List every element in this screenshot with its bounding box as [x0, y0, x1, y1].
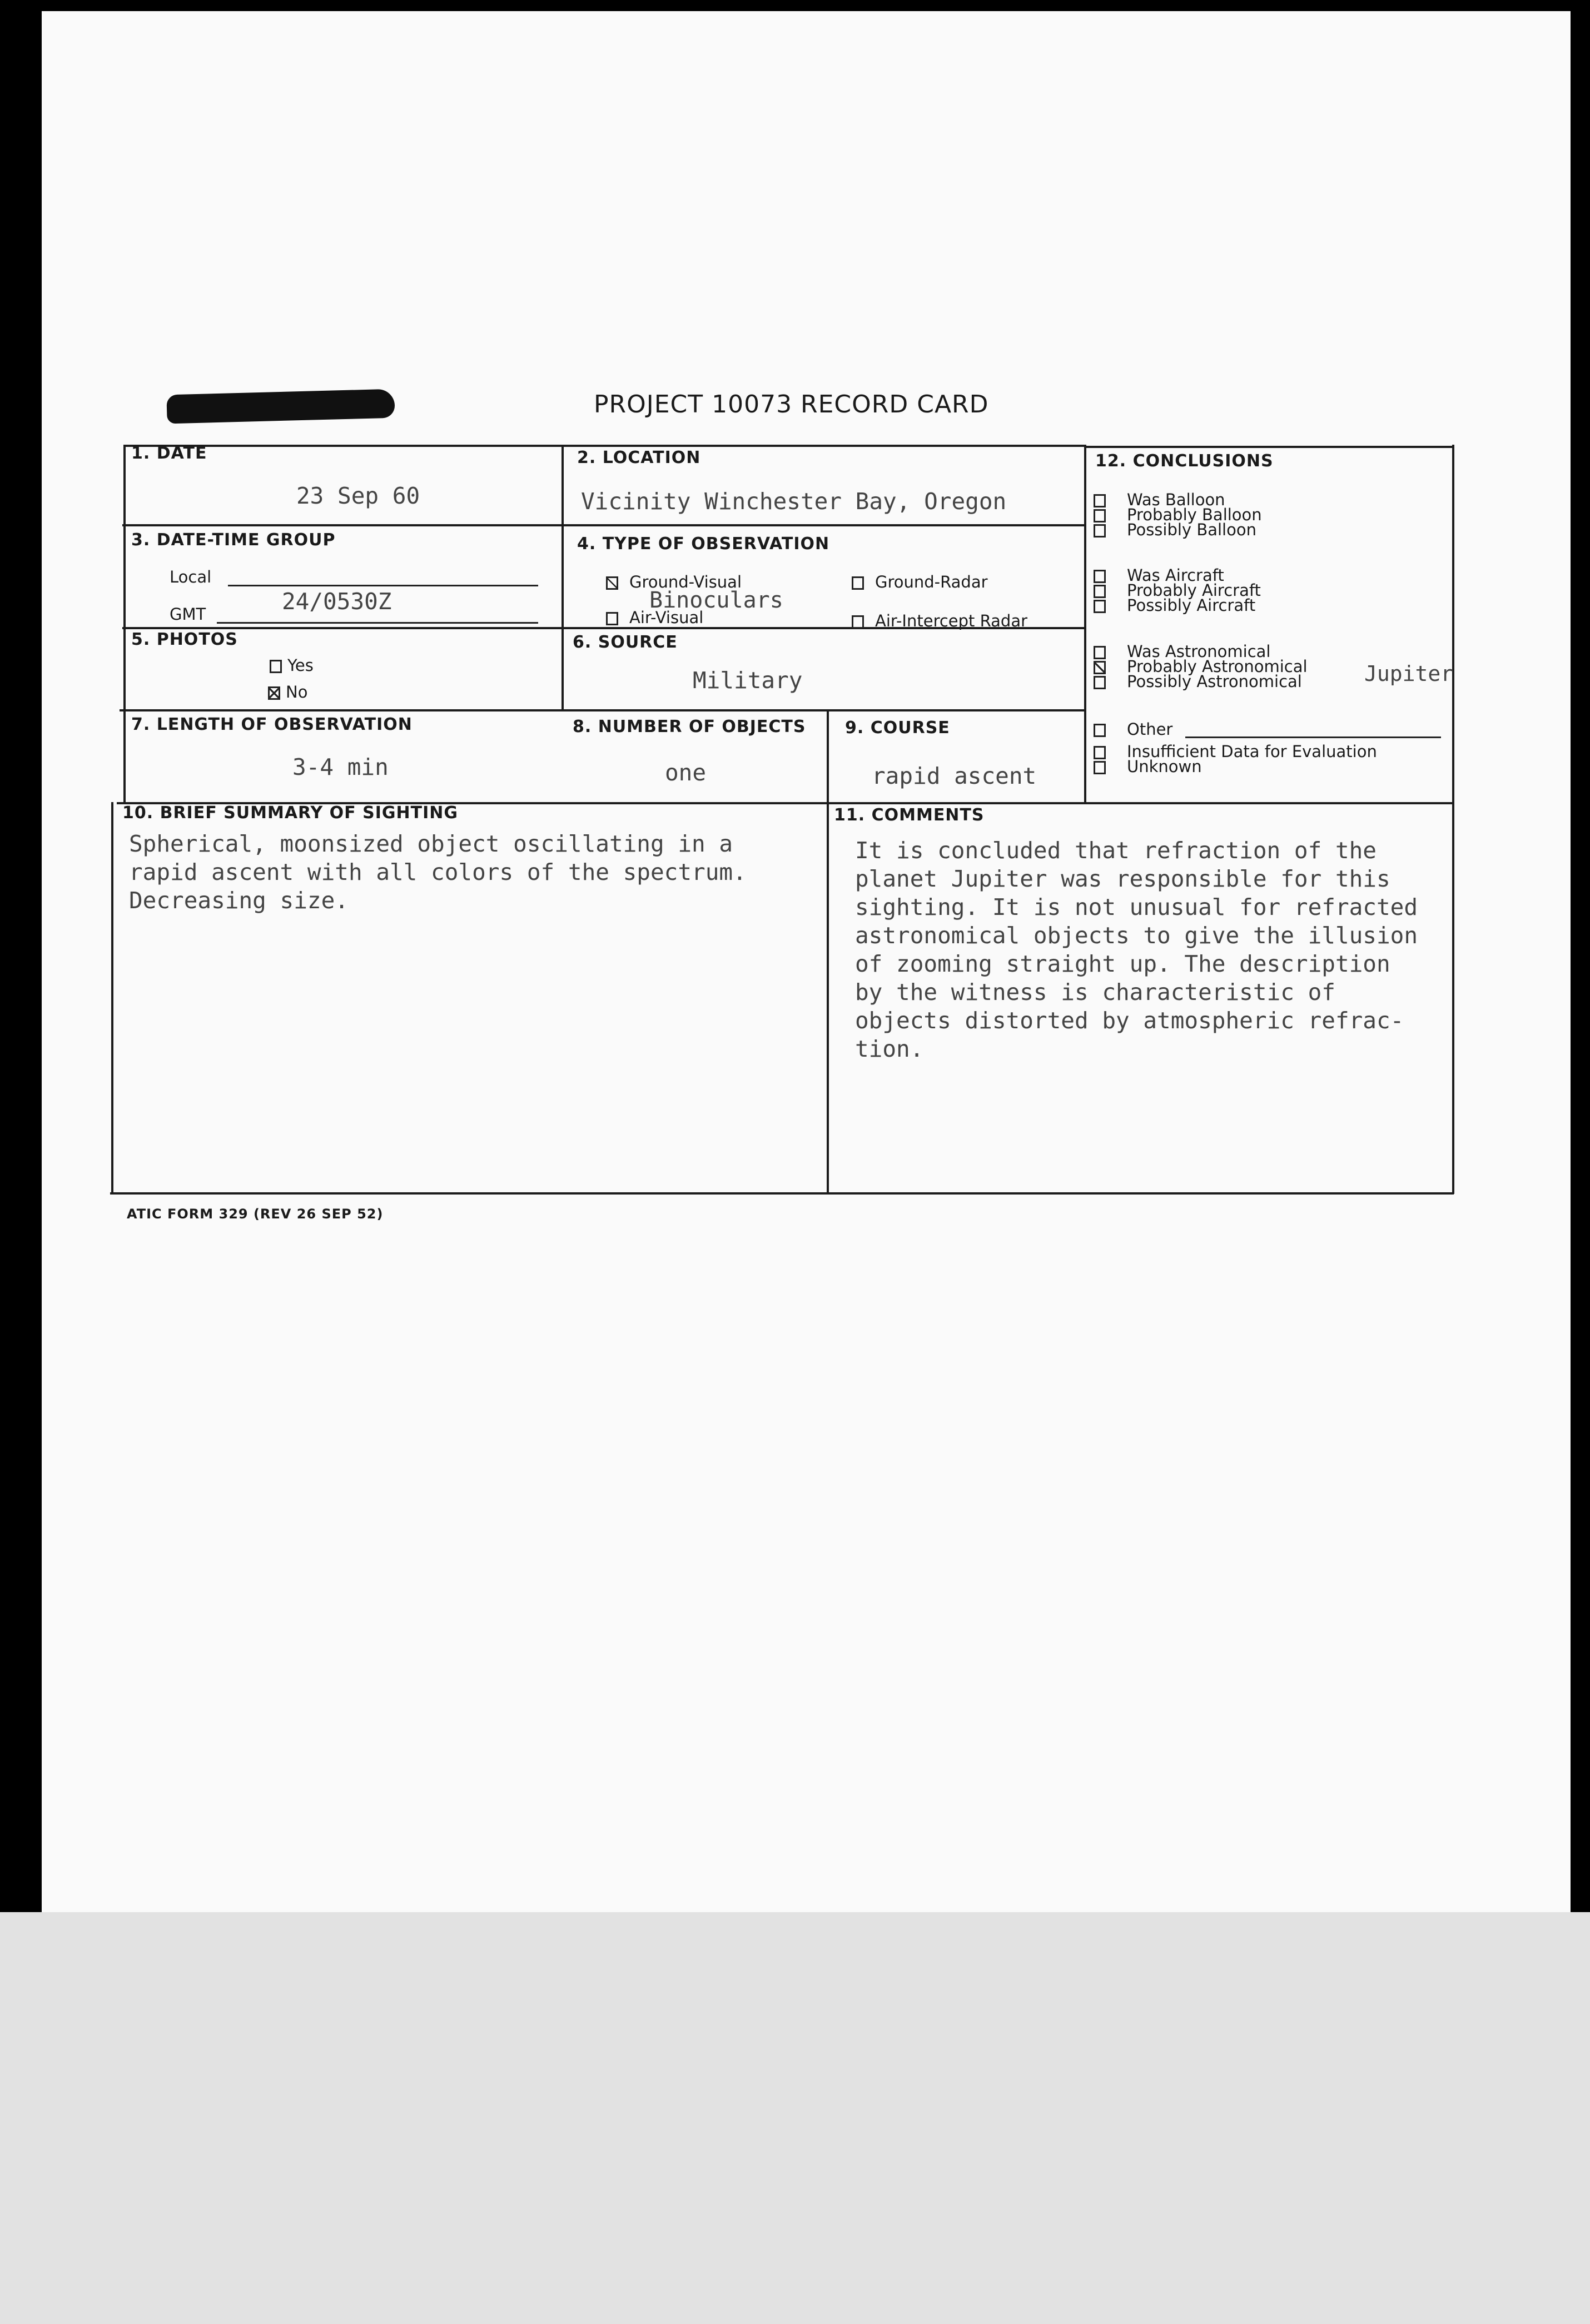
gmt-value: 24/0530Z — [282, 588, 392, 615]
conclusion-option — [1094, 757, 1202, 776]
grid-line — [110, 1192, 1454, 1195]
checkbox-icon — [606, 612, 618, 625]
form-id: ATIC FORM 329 (REV 26 SEP 52) — [127, 1206, 384, 1222]
photos-no-label: No — [286, 683, 308, 701]
checkbox-icon — [852, 576, 864, 590]
checkbox-icon — [1094, 761, 1106, 774]
option-air-intercept-radar — [852, 611, 1027, 630]
card-title: PROJECT 10073 RECORD CARD — [594, 390, 989, 419]
other-field-line — [1185, 736, 1441, 738]
checkbox-checked-icon — [606, 576, 618, 590]
redaction-mark — [166, 389, 395, 424]
source-value: Military — [693, 667, 803, 694]
lower-background — [0, 1912, 1590, 2324]
brief-summary-line: rapid ascent with all colors of the spectrum. — [129, 859, 747, 885]
photos-label: 5. PHOTOS — [131, 630, 238, 649]
conclusion-option-label: Was Astronomical — [1127, 642, 1271, 661]
comments-line: planet Jupiter was responsible for this — [855, 865, 1390, 892]
course-value: rapid ascent — [872, 763, 1037, 789]
length-of-observation-label: 7. LENGTH OF OBSERVATION — [131, 715, 413, 734]
number-of-objects-label: 8. NUMBER OF OBJECTS — [573, 717, 806, 736]
conclusion-option-label: Possibly Astronomical — [1127, 672, 1302, 691]
conclusion-option — [1094, 720, 1172, 739]
brief-summary-label: 10. BRIEF SUMMARY OF SIGHTING — [122, 803, 458, 823]
option-ground-visual-label: Ground-Visual — [629, 573, 742, 591]
local-label: Local — [170, 568, 212, 586]
brief-summary-text — [129, 830, 747, 915]
comments-line: It is concluded that refraction of the — [855, 837, 1377, 864]
conclusion-option-label: Probably Aircraft — [1127, 581, 1261, 600]
brief-summary-line: Spherical, moonsized object oscillating in a — [129, 830, 733, 857]
gmt-field-line — [217, 622, 538, 624]
option-air-intercept-radar-label: Air-Intercept Radar — [875, 611, 1028, 630]
comments-line: sighting. It is not unusual for refracted — [855, 894, 1418, 920]
checkbox-checked-icon — [268, 686, 280, 700]
checkbox-icon — [1094, 676, 1106, 689]
brief-summary-line: Decreasing size. — [129, 887, 349, 914]
photos-yes — [270, 656, 314, 675]
source-label: 6. SOURCE — [573, 633, 678, 652]
conclusion-option-label: Insufficient Data for Evaluation — [1127, 742, 1377, 761]
option-air-visual-label: Air-Visual — [629, 608, 704, 627]
grid-line — [827, 709, 829, 1193]
option-ground-radar — [852, 573, 988, 591]
option-ground-radar-label: Ground-Radar — [875, 573, 988, 591]
conclusions-label: 12. CONCLUSIONS — [1095, 451, 1274, 471]
conclusion-option-label: Was Balloon — [1127, 490, 1225, 509]
checkbox-icon — [270, 660, 282, 673]
comments-line: astronomical objects to give the illusion — [855, 922, 1418, 949]
gmt-label: GMT — [170, 605, 206, 624]
checkbox-icon — [852, 615, 864, 629]
course-label: 9. COURSE — [845, 718, 950, 738]
conclusion-annotation: Jupiter — [1364, 661, 1454, 686]
comments-line: by the witness is characteristic of — [855, 979, 1335, 1006]
conclusion-option-label: Possibly Balloon — [1127, 520, 1256, 539]
photos-yes-label: Yes — [287, 656, 314, 675]
grid-line — [122, 524, 1084, 526]
local-field-line — [228, 585, 538, 586]
comments-line: objects distorted by atmospheric refrac- — [855, 1007, 1404, 1034]
option-air-visual — [606, 608, 703, 627]
grid-line — [1086, 446, 1454, 448]
date-label: 1. DATE — [131, 444, 207, 463]
conclusion-option — [1094, 596, 1255, 615]
grid-line — [1452, 445, 1454, 1194]
grid-line — [111, 802, 113, 1194]
comments-line: of zooming straight up. The description — [855, 950, 1390, 977]
conclusion-option-label: Probably Balloon — [1127, 505, 1262, 524]
conclusion-option-label: Unknown — [1127, 757, 1202, 776]
checkbox-icon — [1094, 600, 1106, 613]
comments-text — [855, 837, 1418, 1063]
conclusion-option-label: Was Aircraft — [1127, 566, 1224, 585]
location-value: Vicinity Winchester Bay, Oregon — [581, 488, 1007, 515]
date-time-group-label: 3. DATE-TIME GROUP — [131, 530, 336, 550]
grid-line — [562, 445, 564, 710]
conclusion-option-label: Other — [1127, 720, 1173, 739]
observation-note: Binoculars — [649, 588, 783, 613]
type-of-observation-label: 4. TYPE OF OBSERVATION — [577, 534, 830, 554]
conclusion-option — [1094, 520, 1256, 539]
checkbox-icon — [1094, 724, 1106, 737]
length-of-observation-value: 3-4 min — [292, 754, 389, 780]
grid-line — [120, 709, 1086, 711]
conclusion-option — [1094, 672, 1302, 691]
conclusion-option-label: Possibly Aircraft — [1127, 596, 1256, 615]
location-label: 2. LOCATION — [577, 448, 701, 467]
comments-label: 11. COMMENTS — [834, 805, 985, 825]
date-value: 23 Sep 60 — [296, 482, 420, 509]
conclusion-option-label: Probably Astronomical — [1127, 657, 1308, 676]
photos-no — [268, 683, 307, 701]
number-of-objects-value: one — [665, 759, 707, 786]
grid-line — [125, 445, 1086, 447]
comments-line: tion. — [855, 1036, 924, 1062]
checkbox-icon — [1094, 524, 1106, 538]
grid-line — [1084, 445, 1086, 804]
grid-line — [123, 445, 126, 804]
